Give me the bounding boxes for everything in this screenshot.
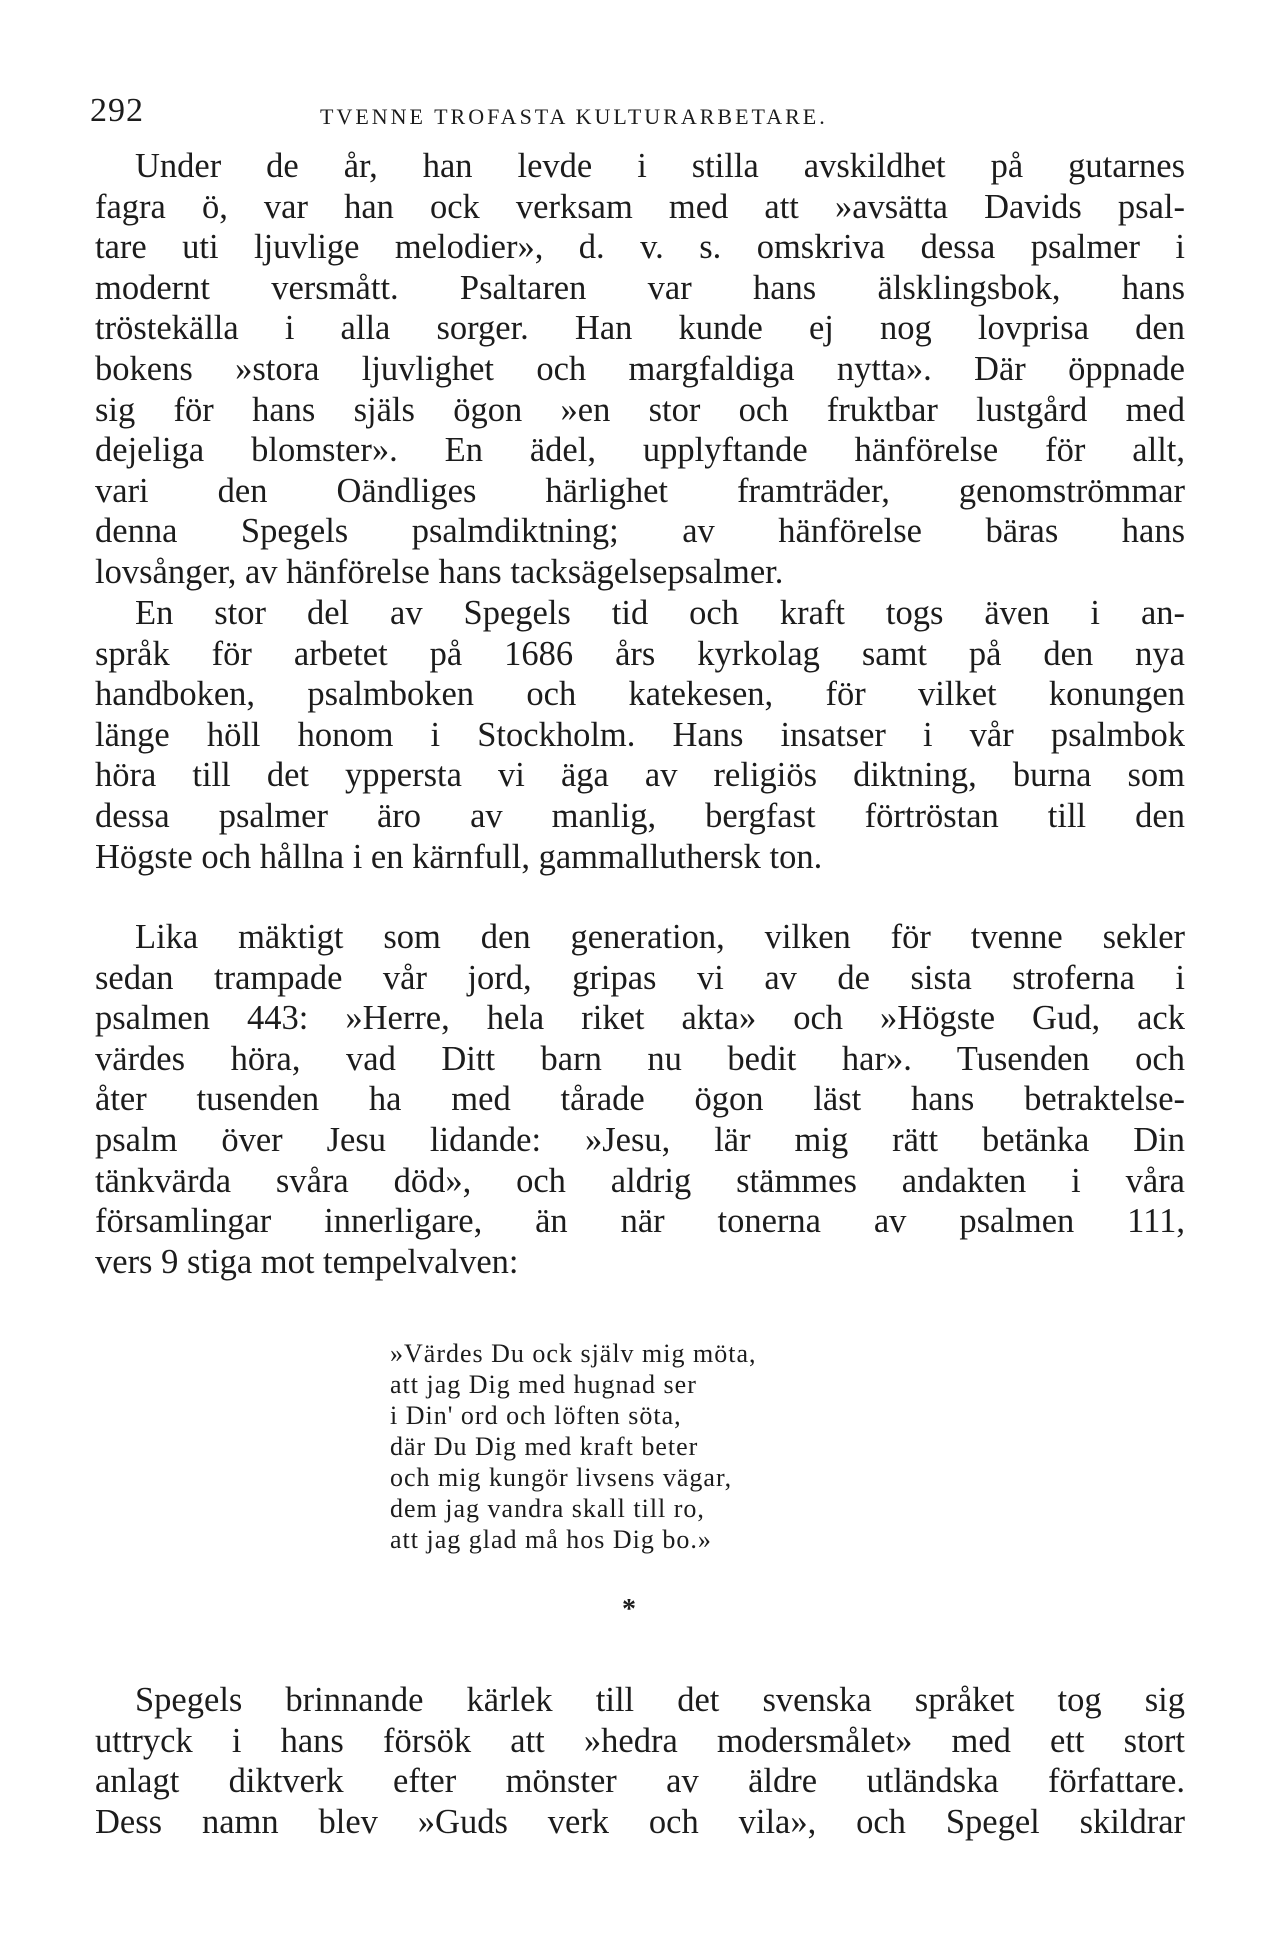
text-line: Högste och hållna i en kärnfull, gammalluthersk ton. xyxy=(95,837,823,876)
text-line: denna Spegels psalmdiktning; av hänförelse bäras hans xyxy=(95,512,1185,551)
text-line: tare uti ljuvlige melodier», d. v. s. omskriva dessa psalmer i xyxy=(95,228,1185,267)
text-line: dejeliga blomster». En ädel, upplyftande hänförelse för allt, xyxy=(95,431,1185,470)
text-line: psalm över Jesu lidande: »Jesu, lär mig rätt betänka Din xyxy=(95,1120,1185,1159)
page-header xyxy=(90,92,1190,142)
running-title: TVENNE TROFASTA KULTURARBETARE. xyxy=(320,104,828,129)
text-line: lovsånger, av hänförelse hans tacksägelsepsalmer. xyxy=(95,552,784,591)
section-break-asterisk: * xyxy=(622,1594,636,1625)
text-line: handboken, psalmboken och katekesen, för vilket konungen xyxy=(95,675,1185,714)
text-line: bokens »stora ljuvlighet och margfaldiga nytta». Där öppnade xyxy=(95,349,1185,388)
text-line: Under de år, han levde i stilla avskildhet på gutarnes xyxy=(135,147,1185,185)
text-line: En stor del av Spegels tid och kraft togs även i an- xyxy=(135,594,1185,632)
poem-line: »Värdes Du ock själv mig möta, xyxy=(390,1339,757,1368)
text-line: länge höll honom i Stockholm. Hans insatser i vår psalmbok xyxy=(95,715,1185,754)
text-line: Lika mäktigt som den generation, vilken för tvenne sekler xyxy=(135,918,1185,956)
poem-line: att jag glad må hos Dig bo.» xyxy=(390,1525,712,1554)
text-line: Spegels brinnande kärlek till det svenska språket tog sig xyxy=(135,1681,1185,1719)
text-line: dessa psalmer äro av manlig, bergfast förtröstan till den xyxy=(95,796,1185,835)
poem-line: där Du Dig med kraft beter xyxy=(390,1432,699,1461)
text-line: sedan trampade vår jord, gripas vi av de sista stroferna i xyxy=(95,958,1185,997)
text-line: fagra ö, var han ock verksam med att »avsätta Davids psal- xyxy=(95,187,1185,226)
poem-quote xyxy=(390,1338,757,1555)
paragraph-4 xyxy=(95,1680,1185,1842)
paragraph-2 xyxy=(95,593,1185,877)
text-line: värdes höra, vad Ditt barn nu bedit har». Tusenden och xyxy=(95,1039,1185,1078)
text-line: språk för arbetet på 1686 års kyrkolag samt på den nya xyxy=(95,634,1185,673)
poem-line: och mig kungör livsens vägar, xyxy=(390,1463,733,1492)
paragraph-3 xyxy=(95,917,1185,1282)
text-line: uttryck i hans försök att »hedra modersmålet» med ett stort xyxy=(95,1721,1185,1760)
poem-line: dem jag vandra skall till ro, xyxy=(390,1494,705,1523)
text-line: åter tusenden ha med tårade ögon läst hans betraktelse- xyxy=(95,1080,1185,1119)
text-line: höra till det yppersta vi äga av religiös diktning, burna som xyxy=(95,756,1185,795)
text-line: vers 9 stiga mot tempelvalven: xyxy=(95,1242,519,1281)
text-line: församlingar innerligare, än när tonerna av psalmen 111, xyxy=(95,1202,1185,1241)
poem-line: i Din' ord och löften söta, xyxy=(390,1401,682,1430)
text-line: vari den Oändliges härlighet framträder, genomströmmar xyxy=(95,471,1185,510)
text-line: anlagt diktverk efter mönster av äldre utländska författare. xyxy=(95,1762,1185,1801)
text-line: modernt versmått. Psaltaren var hans älsklingsbok, hans xyxy=(95,268,1185,307)
text-line: tänkvärda svåra död», och aldrig stämmes andakten i våra xyxy=(95,1161,1185,1200)
text-line: tröstekälla i alla sorger. Han kunde ej nog lovprisa den xyxy=(95,309,1185,348)
text-line: psalmen 443: »Herre, hela riket akta» och »Högste Gud, ack xyxy=(95,999,1185,1038)
text-line: sig för hans själs ögon »en stor och fruktbar lustgård med xyxy=(95,390,1185,429)
text-line: Dess namn blev »Guds verk och vila», och Spegel skildrar xyxy=(95,1802,1185,1841)
paragraph-1 xyxy=(95,146,1185,593)
page-number: 292 xyxy=(90,92,144,129)
poem-line: att jag Dig med hugnad ser xyxy=(390,1370,697,1399)
